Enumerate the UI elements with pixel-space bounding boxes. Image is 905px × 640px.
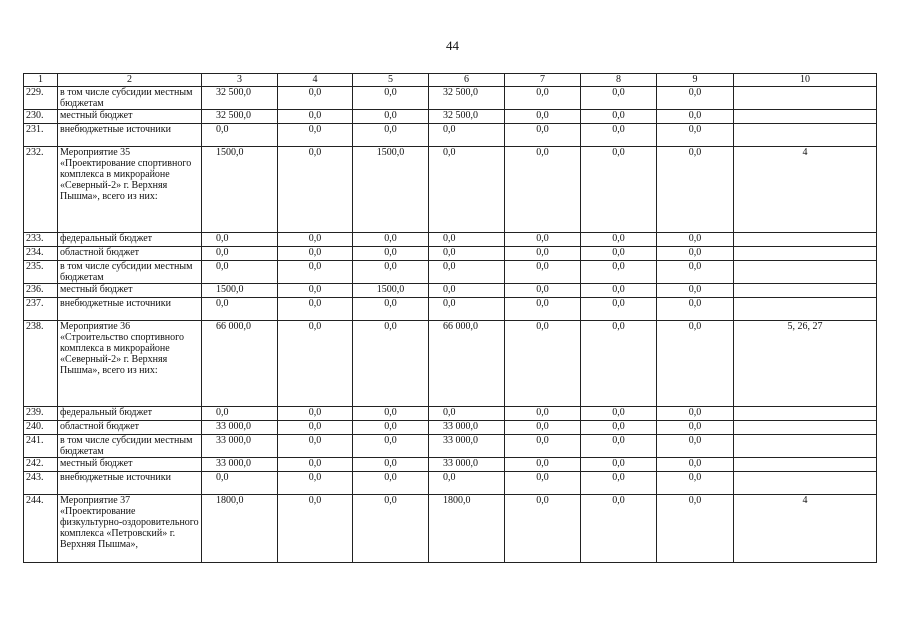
col-5-value: 0,0 xyxy=(353,321,429,407)
col-7-value: 0,0 xyxy=(505,261,581,284)
col-8-value: 0,0 xyxy=(581,261,657,284)
col-4-value: 0,0 xyxy=(278,472,353,495)
col-7-value: 0,0 xyxy=(505,421,581,435)
col-3-value: 0,0 xyxy=(202,298,278,321)
row-name: в том числе субсидии местным бюджетам xyxy=(58,261,202,284)
row-name: в том числе субсидии местным бюджетам xyxy=(58,87,202,110)
col-4-value: 0,0 xyxy=(278,458,353,472)
col-10-value xyxy=(734,247,877,261)
col-5-value: 0,0 xyxy=(353,458,429,472)
col-4-value: 0,0 xyxy=(278,284,353,298)
table-row xyxy=(24,147,877,233)
row-name: местный бюджет xyxy=(58,284,202,298)
col-3-value: 33 000,0 xyxy=(202,421,278,435)
col-6-value: 32 500,0 xyxy=(429,87,505,110)
col-10-value xyxy=(734,435,877,458)
col-9-value: 0,0 xyxy=(657,472,734,495)
row-name: внебюджетные источники xyxy=(58,298,202,321)
row-number: 236. xyxy=(24,284,58,298)
col-4-value: 0,0 xyxy=(278,147,353,233)
row-number: 241. xyxy=(24,435,58,458)
table-row xyxy=(24,495,877,563)
col-8-value: 0,0 xyxy=(581,495,657,563)
col-6-value: 0,0 xyxy=(429,124,505,147)
col-6-value: 0,0 xyxy=(429,261,505,284)
col-7-value: 0,0 xyxy=(505,458,581,472)
row-number: 232. xyxy=(24,147,58,233)
col-8-value: 0,0 xyxy=(581,110,657,124)
col-8-value: 0,0 xyxy=(581,87,657,110)
header-cell: 7 xyxy=(505,74,581,87)
col-3-value: 0,0 xyxy=(202,472,278,495)
row-name: внебюджетные источники xyxy=(58,124,202,147)
col-3-value: 66 000,0 xyxy=(202,321,278,407)
row-name: внебюджетные источники xyxy=(58,472,202,495)
col-3-value: 32 500,0 xyxy=(202,110,278,124)
table-row xyxy=(24,298,877,321)
col-7-value: 0,0 xyxy=(505,124,581,147)
header-cell: 4 xyxy=(278,74,353,87)
col-10-value: 4 xyxy=(734,147,877,233)
row-number: 239. xyxy=(24,407,58,421)
header-row xyxy=(24,74,877,87)
col-8-value: 0,0 xyxy=(581,284,657,298)
row-name: в том числе субсидии местным бюджетам xyxy=(58,435,202,458)
col-6-value: 33 000,0 xyxy=(429,421,505,435)
row-number: 235. xyxy=(24,261,58,284)
col-3-value: 33 000,0 xyxy=(202,458,278,472)
header-cell: 5 xyxy=(353,74,429,87)
table-row xyxy=(24,233,877,247)
col-9-value: 0,0 xyxy=(657,458,734,472)
col-10-value xyxy=(734,284,877,298)
col-9-value: 0,0 xyxy=(657,435,734,458)
col-4-value: 0,0 xyxy=(278,495,353,563)
col-8-value: 0,0 xyxy=(581,247,657,261)
row-name: федеральный бюджет xyxy=(58,407,202,421)
col-3-value: 0,0 xyxy=(202,407,278,421)
table-row xyxy=(24,435,877,458)
col-9-value: 0,0 xyxy=(657,407,734,421)
col-5-value: 0,0 xyxy=(353,298,429,321)
col-7-value: 0,0 xyxy=(505,110,581,124)
row-number: 240. xyxy=(24,421,58,435)
col-8-value: 0,0 xyxy=(581,435,657,458)
col-3-value: 32 500,0 xyxy=(202,87,278,110)
row-number: 237. xyxy=(24,298,58,321)
col-5-value: 0,0 xyxy=(353,124,429,147)
row-name: Мероприятие 37 «Проектирование физкультурно-оздоровительного комплекса «Петровский» г. Верхняя Пышма», xyxy=(58,495,202,563)
col-10-value xyxy=(734,124,877,147)
col-3-value: 1800,0 xyxy=(202,495,278,563)
col-4-value: 0,0 xyxy=(278,87,353,110)
col-9-value: 0,0 xyxy=(657,321,734,407)
col-7-value: 0,0 xyxy=(505,87,581,110)
col-6-value: 0,0 xyxy=(429,284,505,298)
table-row xyxy=(24,261,877,284)
col-8-value: 0,0 xyxy=(581,298,657,321)
col-3-value: 1500,0 xyxy=(202,284,278,298)
col-4-value: 0,0 xyxy=(278,110,353,124)
col-8-value: 0,0 xyxy=(581,147,657,233)
col-6-value: 0,0 xyxy=(429,247,505,261)
row-name: местный бюджет xyxy=(58,458,202,472)
col-5-value: 0,0 xyxy=(353,233,429,247)
budget-table xyxy=(23,73,877,563)
header-cell: 8 xyxy=(581,74,657,87)
col-9-value: 0,0 xyxy=(657,261,734,284)
row-number: 238. xyxy=(24,321,58,407)
col-7-value: 0,0 xyxy=(505,321,581,407)
col-10-value xyxy=(734,233,877,247)
col-5-value: 1500,0 xyxy=(353,147,429,233)
col-4-value: 0,0 xyxy=(278,124,353,147)
col-5-value: 0,0 xyxy=(353,495,429,563)
col-9-value: 0,0 xyxy=(657,110,734,124)
col-7-value: 0,0 xyxy=(505,298,581,321)
col-6-value: 33 000,0 xyxy=(429,435,505,458)
row-number: 233. xyxy=(24,233,58,247)
col-7-value: 0,0 xyxy=(505,407,581,421)
col-6-value: 0,0 xyxy=(429,147,505,233)
col-6-value: 0,0 xyxy=(429,233,505,247)
table-row xyxy=(24,458,877,472)
row-name: федеральный бюджет xyxy=(58,233,202,247)
row-number: 231. xyxy=(24,124,58,147)
col-9-value: 0,0 xyxy=(657,124,734,147)
table-row xyxy=(24,284,877,298)
header-cell: 9 xyxy=(657,74,734,87)
header-cell: 2 xyxy=(58,74,202,87)
col-6-value: 0,0 xyxy=(429,407,505,421)
col-8-value: 0,0 xyxy=(581,124,657,147)
table-row xyxy=(24,87,877,110)
header-cell: 1 xyxy=(24,74,58,87)
col-10-value xyxy=(734,298,877,321)
col-3-value: 0,0 xyxy=(202,233,278,247)
table-row xyxy=(24,321,877,407)
col-5-value: 0,0 xyxy=(353,421,429,435)
row-number: 230. xyxy=(24,110,58,124)
row-number: 242. xyxy=(24,458,58,472)
col-8-value: 0,0 xyxy=(581,407,657,421)
col-6-value: 0,0 xyxy=(429,472,505,495)
col-10-value xyxy=(734,110,877,124)
col-7-value: 0,0 xyxy=(505,435,581,458)
row-name: областной бюджет xyxy=(58,247,202,261)
col-5-value: 0,0 xyxy=(353,247,429,261)
col-8-value: 0,0 xyxy=(581,233,657,247)
row-name: местный бюджет xyxy=(58,110,202,124)
col-9-value: 0,0 xyxy=(657,87,734,110)
col-4-value: 0,0 xyxy=(278,407,353,421)
row-number: 244. xyxy=(24,495,58,563)
col-5-value: 1500,0 xyxy=(353,284,429,298)
col-4-value: 0,0 xyxy=(278,435,353,458)
col-7-value: 0,0 xyxy=(505,233,581,247)
table-row xyxy=(24,421,877,435)
col-9-value: 0,0 xyxy=(657,233,734,247)
col-3-value: 1500,0 xyxy=(202,147,278,233)
col-5-value: 0,0 xyxy=(353,87,429,110)
row-name: Мероприятие 36 «Строительство спортивного комплекса в микрорайоне «Северный-2» г. Верхняя Пышма», всего из них: xyxy=(58,321,202,407)
col-8-value: 0,0 xyxy=(581,472,657,495)
col-5-value: 0,0 xyxy=(353,472,429,495)
table-row xyxy=(24,407,877,421)
header-cell: 6 xyxy=(429,74,505,87)
col-5-value: 0,0 xyxy=(353,110,429,124)
col-9-value: 0,0 xyxy=(657,298,734,321)
row-name: Мероприятие 35 «Проектирование спортивного комплекса в микрорайоне «Северный-2» г. Верхняя Пышма», всего из них: xyxy=(58,147,202,233)
table-row xyxy=(24,124,877,147)
col-7-value: 0,0 xyxy=(505,284,581,298)
col-4-value: 0,0 xyxy=(278,298,353,321)
col-6-value: 0,0 xyxy=(429,298,505,321)
col-4-value: 0,0 xyxy=(278,321,353,407)
col-10-value xyxy=(734,421,877,435)
col-7-value: 0,0 xyxy=(505,472,581,495)
col-9-value: 0,0 xyxy=(657,247,734,261)
row-number: 243. xyxy=(24,472,58,495)
col-10-value xyxy=(734,407,877,421)
col-9-value: 0,0 xyxy=(657,284,734,298)
page-number: 44 xyxy=(446,38,459,53)
col-6-value: 1800,0 xyxy=(429,495,505,563)
col-4-value: 0,0 xyxy=(278,261,353,284)
col-7-value: 0,0 xyxy=(505,495,581,563)
col-10-value xyxy=(734,458,877,472)
col-7-value: 0,0 xyxy=(505,147,581,233)
col-6-value: 66 000,0 xyxy=(429,321,505,407)
col-4-value: 0,0 xyxy=(278,233,353,247)
col-3-value: 0,0 xyxy=(202,124,278,147)
row-number: 229. xyxy=(24,87,58,110)
col-10-value xyxy=(734,87,877,110)
col-10-value: 5, 26, 27 xyxy=(734,321,877,407)
col-3-value: 0,0 xyxy=(202,247,278,261)
table-row xyxy=(24,247,877,261)
table-row xyxy=(24,472,877,495)
col-9-value: 0,0 xyxy=(657,421,734,435)
col-10-value xyxy=(734,472,877,495)
col-6-value: 32 500,0 xyxy=(429,110,505,124)
table-row xyxy=(24,110,877,124)
col-4-value: 0,0 xyxy=(278,421,353,435)
col-6-value: 33 000,0 xyxy=(429,458,505,472)
col-10-value xyxy=(734,261,877,284)
col-8-value: 0,0 xyxy=(581,321,657,407)
col-3-value: 0,0 xyxy=(202,261,278,284)
col-5-value: 0,0 xyxy=(353,435,429,458)
col-8-value: 0,0 xyxy=(581,421,657,435)
col-7-value: 0,0 xyxy=(505,247,581,261)
col-9-value: 0,0 xyxy=(657,147,734,233)
header-cell: 3 xyxy=(202,74,278,87)
col-4-value: 0,0 xyxy=(278,247,353,261)
col-5-value: 0,0 xyxy=(353,261,429,284)
header-cell: 10 xyxy=(734,74,877,87)
row-name: областной бюджет xyxy=(58,421,202,435)
col-5-value: 0,0 xyxy=(353,407,429,421)
col-8-value: 0,0 xyxy=(581,458,657,472)
col-10-value: 4 xyxy=(734,495,877,563)
row-number: 234. xyxy=(24,247,58,261)
col-9-value: 0,0 xyxy=(657,495,734,563)
col-3-value: 33 000,0 xyxy=(202,435,278,458)
